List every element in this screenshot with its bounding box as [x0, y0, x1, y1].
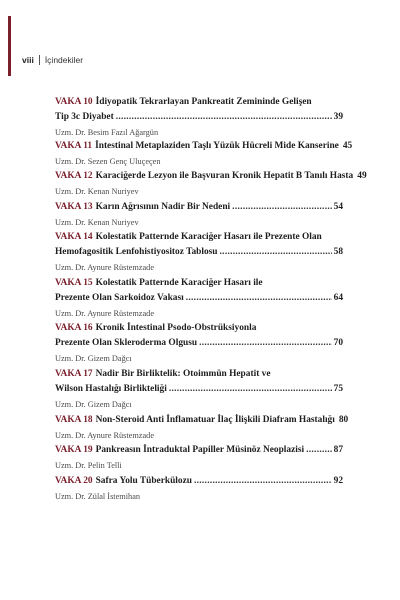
entry-author: Uzm. Dr. Aynure Rüstemzade: [55, 309, 155, 318]
entry-author: Uzm. Dr. Aynure Rüstemzade: [55, 431, 155, 440]
entry-title: Kronik İntestinal Psodo-Obstrüksiyonla: [95, 323, 257, 333]
entry-title: Safra Yolu Tüberkülozu: [95, 476, 192, 486]
entry-title: Non-Steroid Anti İnflamatuar İlaç İlişkili Diafram Hastalığı: [95, 415, 335, 425]
section-title: İçindekiler: [44, 55, 84, 65]
case-number: VAKA 19: [55, 445, 93, 455]
case-number: VAKA 16: [55, 323, 93, 333]
entry-author: Uzm. Dr. Besim Fazıl Ağargün: [55, 128, 159, 137]
entry-title-continued: Prezente Olan Skleroderma Olgusu: [55, 338, 198, 348]
page-header: [22, 55, 83, 65]
page-reference: 54: [333, 202, 343, 212]
entry-title-line: [55, 230, 343, 245]
dot-leader: [232, 200, 331, 215]
toc-entry-vaka-12[interactable]: [55, 169, 367, 198]
header-divider: [39, 55, 40, 65]
case-number: VAKA 13: [55, 202, 93, 212]
toc-entry-vaka-11[interactable]: [55, 139, 353, 168]
page-number: viii: [22, 55, 34, 65]
case-number: VAKA 17: [55, 369, 93, 379]
toc-entry-vaka-16[interactable]: [55, 321, 343, 365]
entry-title-continued: Prezente Olan Sarkoidoz Vakası: [55, 293, 184, 303]
entry-author: Uzm. Dr. Aynure Rüstemzade: [55, 263, 155, 272]
page-reference: 87: [333, 445, 343, 455]
toc-entry-vaka-13[interactable]: [55, 200, 343, 229]
toc-entry-vaka-17[interactable]: [55, 367, 343, 411]
page-reference: 45: [342, 141, 353, 151]
entry-title-continued: Tip 3c Diyabet: [55, 112, 114, 122]
entry-title: Karın Ağrısının Nadir Bir Nedeni: [95, 202, 231, 212]
entry-title-line: [55, 413, 349, 428]
entry-title: Pankreasın İntraduktal Papiller Müsinöz Neoplazisi: [95, 445, 305, 455]
dot-leader: [169, 382, 332, 397]
toc-entry-vaka-20[interactable]: [55, 474, 343, 503]
dot-leader: [220, 245, 332, 260]
dot-leader: [186, 291, 332, 306]
case-number: VAKA 12: [55, 171, 93, 181]
case-number: VAKA 11: [55, 141, 93, 151]
case-number: VAKA 14: [55, 232, 93, 242]
entry-title-line: [55, 336, 343, 351]
entry-title: Karaciğerde Lezyon ile Başvuran Kronik Hepatit B Tanılı Hasta: [95, 171, 354, 181]
accent-bar: [8, 16, 11, 76]
dot-leader: [306, 443, 332, 458]
entry-title-line: [55, 382, 343, 397]
dot-leader: [116, 110, 332, 125]
entry-title: Kolestatik Patternde Karaciğer Hasarı ile: [95, 278, 263, 288]
case-number: VAKA 10: [55, 97, 93, 107]
page-reference: 75: [333, 384, 343, 394]
toc-entry-vaka-18[interactable]: [55, 413, 349, 442]
entry-title-continued: Hemofagositik Lenfohistiyositoz Tablosu: [55, 247, 218, 257]
page-reference: 80: [338, 415, 349, 425]
entry-author: Uzm. Dr. Sezen Genç Uluçeçen: [55, 157, 161, 166]
entry-title: İdiyopatik Tekrarlayan Pankreatit Zemininde Gelişen: [95, 97, 312, 107]
entry-title-line: [55, 367, 343, 382]
entry-title-line: [55, 276, 343, 291]
entry-title: Kolestatik Patternde Karaciğer Hasarı ile Prezente Olan: [95, 232, 322, 242]
entry-title-line: [55, 139, 353, 154]
entry-title-line: [55, 474, 343, 489]
page-reference: 58: [333, 247, 343, 257]
entry-title: Nadir Bir Birliktelik: Otoimmün Hepatit ve: [95, 369, 271, 379]
page-reference: 92: [333, 476, 343, 486]
page-reference: 39: [333, 112, 343, 122]
case-number: VAKA 18: [55, 415, 93, 425]
entry-title: İntestinal Metaplaziden Taşlı Yüzük Hücreli Mide Kanserine: [95, 141, 339, 151]
toc-entry-vaka-14[interactable]: [55, 230, 343, 274]
entry-title-line: [55, 321, 343, 336]
entry-title-line: [55, 110, 343, 125]
entry-author: Uzm. Dr. Zülal İstemihan: [55, 492, 141, 501]
case-number: VAKA 15: [55, 278, 93, 288]
entry-author: Uzm. Dr. Gizem Dağcı: [55, 400, 132, 409]
entry-title-line: [55, 95, 343, 110]
page-reference: 70: [333, 338, 343, 348]
entry-title-line: [55, 169, 367, 184]
toc-entry-vaka-15[interactable]: [55, 276, 343, 320]
dot-leader: [199, 336, 332, 351]
page-reference: 49: [357, 171, 367, 181]
entry-author: Uzm. Dr. Gizem Dağcı: [55, 354, 132, 363]
entry-title-line: [55, 291, 343, 306]
entry-author: Uzm. Dr. Kenan Nuriyev: [55, 218, 139, 227]
page-reference: 64: [333, 293, 343, 303]
entry-author: Uzm. Dr. Pelin Telli: [55, 461, 122, 470]
toc-entry-vaka-19[interactable]: [55, 443, 343, 472]
entry-title-continued: Wilson Hastalığı Birlikteliği: [55, 384, 167, 394]
entry-title-line: [55, 245, 343, 260]
case-number: VAKA 20: [55, 476, 93, 486]
entry-title-line: [55, 200, 343, 215]
dot-leader: [194, 474, 332, 489]
toc-entry-vaka-10[interactable]: [55, 95, 343, 139]
entry-title-line: [55, 443, 343, 458]
entry-author: Uzm. Dr. Kenan Nuriyev: [55, 187, 139, 196]
